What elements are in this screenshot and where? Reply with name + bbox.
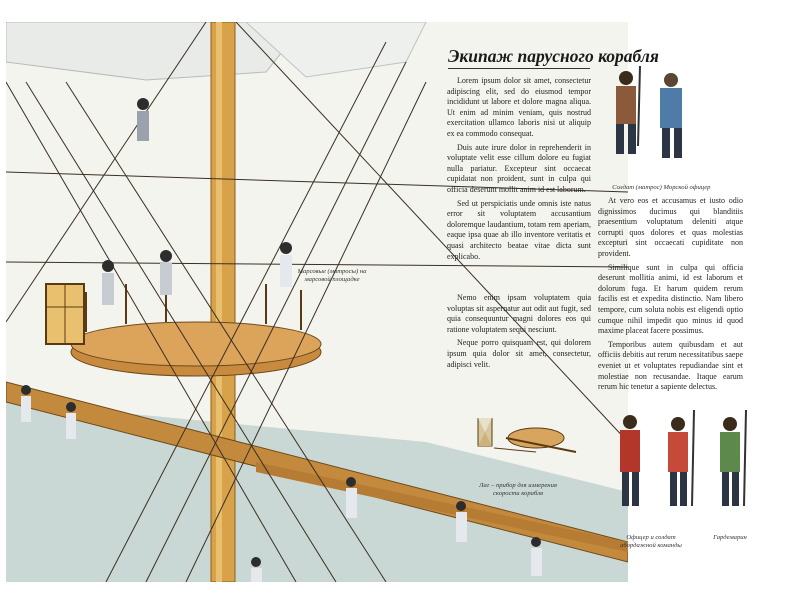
log-illustration <box>476 418 586 478</box>
body-column-1 <box>447 76 591 265</box>
paragraph: Neque porro quisquam est, qui dolorem ipsum quia dolor sit amet, consectetur, adipisci velit. <box>447 338 591 369</box>
caption-gardemarin: Гардемарин <box>713 534 747 541</box>
paragraph: Nemo enim ipsam voluptatem quia voluptas sit aspernatur aut odit aut fugit, sed quia consequuntur magni dolores eos qui ratione voluptatem sequi nesciunt. <box>447 293 591 334</box>
body-column-1-lower <box>447 293 591 373</box>
paragraph: Temporibus autem quibusdam et aut officiis debitis aut rerum necessitatibus saepe eveniet ut et voluptates repudiandae sint et molestiae non recusandae. Itaque earum rerum hic tenetur a sapiente delectus. <box>598 339 743 392</box>
soldier-officer-illustration <box>600 66 700 170</box>
paragraph: Sed ut perspiciatis unde omnis iste natus error sit voluptatem accusantium doloremque laudantium, totam rem aperiam, eaque ipsa quae ab illo inventore veritatis et quasi architecto beatae vitae dicta sunt explicabo. <box>447 198 591 261</box>
title-rule <box>448 68 590 69</box>
paragraph: At vero eos et accusamus et iusto odio dignissimos ducimus qui blanditiis praesentium voluptatum deleniti atque corrupti quos dolores et quas molestias excepturi sint occaecati cupiditate non provident. <box>598 196 743 258</box>
boarding-party-illustration <box>600 410 760 530</box>
caption-soldier: Солдат (матрос) <box>612 184 662 191</box>
paragraph: Duis aute irure dolor in reprehenderit in voluptate velit esse cillum dolore eu fugiat nulla pariatur. Excepteur sint occaecat cupidatat non proident, sunt in culpa qui officia deserunt mollit anim id est laborum. <box>447 142 591 194</box>
caption-top-sailor: Марсовые (матросы) на марсовой площадке <box>297 268 367 284</box>
body-column-2 <box>598 196 743 396</box>
caption-officer: Морской офицер <box>663 184 711 191</box>
caption-log: Лаг – прибор для измерения скорости корабля <box>479 482 557 498</box>
page-title: Экипаж парусного корабля <box>448 46 659 66</box>
paragraph: Similique sunt in culpa qui officia deserunt mollitia animi, id est laborum et dolorum fuga. Et harum quidem rerum facilis est et expedita distinctio. Nam libero tempore, cum soluta nobis est eligendi optio cumque nihil impedit quo minus id quod maxime placeat facere possimus. <box>598 262 743 336</box>
paragraph: Lorem ipsum dolor sit amet, consectetur adipiscing elit, sed do eiusmod tempor incididunt ut labore et dolore magna aliqua. Ut enim ad minim veniam, quis nostrud exercitation ullamco laboris nisi ut aliquip ex ea commodo consequat. <box>447 76 591 138</box>
caption-boarding: Офицер и солдат абордажной команды <box>620 534 682 550</box>
